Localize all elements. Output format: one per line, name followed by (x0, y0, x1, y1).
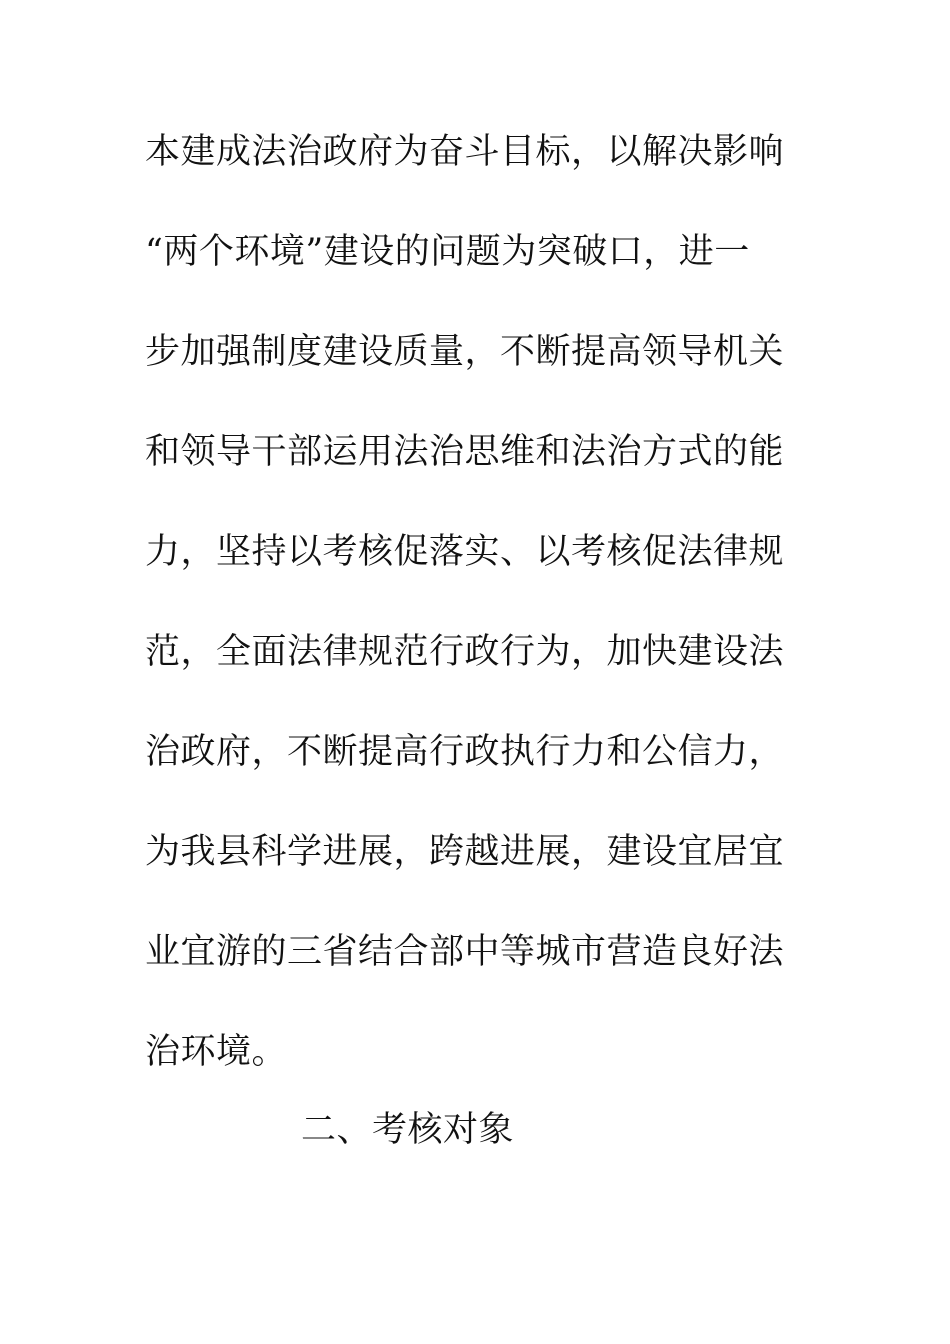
paragraph-line: “两个环境”建设的问题为突破口，进一 (145, 232, 750, 272)
paragraph-line: 治环境。 (145, 1032, 288, 1072)
paragraph-line: 本建成法治政府为奋斗目标，以解决影响 (145, 132, 785, 172)
paragraph-line: 范，全面法律规范行政行为，加快建设法 (145, 632, 785, 672)
paragraph-line: 和领导干部运用法治思维和法治方式的能 (145, 432, 785, 472)
paragraph-line: 力，坚持以考核促落实、以考核促法律规 (145, 532, 785, 572)
paragraph-line: 业宜游的三省结合部中等城市营造良好法 (145, 932, 785, 972)
body-paragraph (145, 122, 825, 1122)
paragraph-line: 为我县科学进展，跨越进展，建设宜居宜 (145, 832, 785, 872)
section-heading: 二、考核对象 (301, 1110, 515, 1150)
paragraph-line: 步加强制度建设质量，不断提高领导机关 (145, 332, 785, 372)
paragraph-line: 治政府，不断提高行政执行力和公信力， (145, 732, 785, 772)
